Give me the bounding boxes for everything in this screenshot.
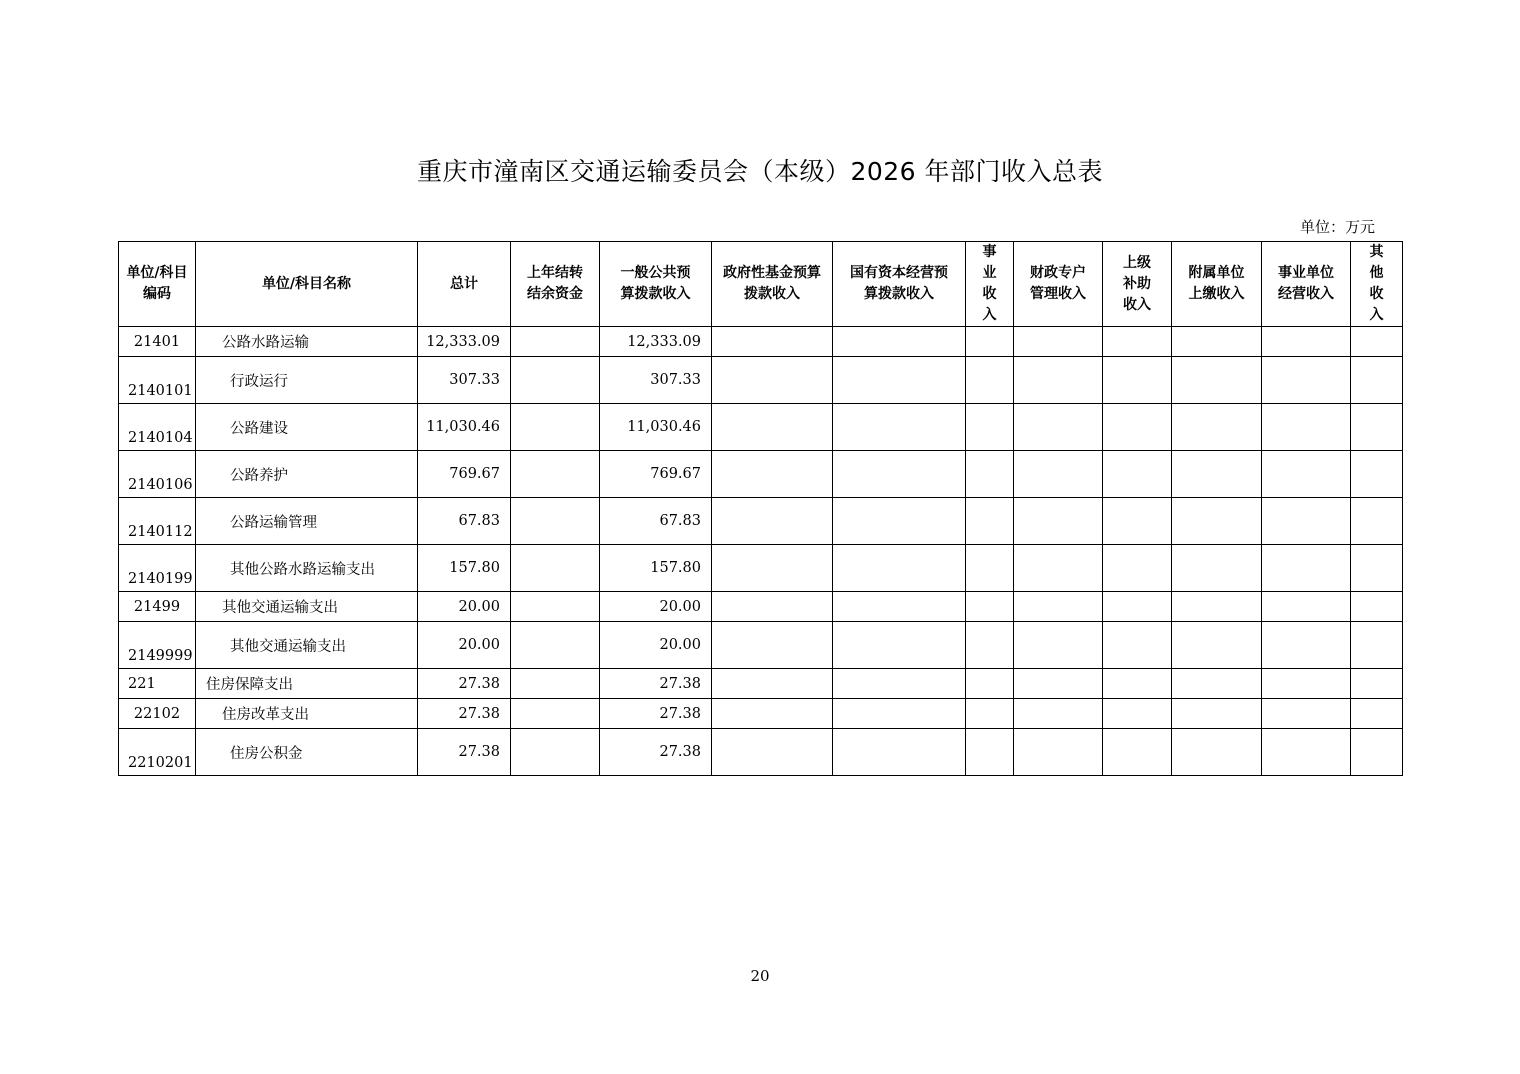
cell-superior-subsidy (1103, 357, 1172, 404)
cell-state-capital (833, 498, 966, 545)
cell-name: 住房改革支出 (196, 699, 418, 729)
cell-general-budget: 27.38 (600, 669, 712, 699)
cell-state-capital (833, 357, 966, 404)
table-row (119, 592, 1403, 622)
cell-total: 307.33 (418, 357, 511, 404)
cell-gov-fund (712, 357, 833, 404)
cell-gov-fund (712, 622, 833, 669)
cell-total: 27.38 (418, 729, 511, 776)
cell-business-income (966, 357, 1014, 404)
cell-business-income (966, 451, 1014, 498)
cell-affiliate-payment (1172, 327, 1262, 357)
cell-code: 21499 (119, 592, 196, 622)
cell-state-capital (833, 622, 966, 669)
cell-business-income (966, 669, 1014, 699)
cell-general-budget: 67.83 (600, 498, 712, 545)
cell-business-income (966, 498, 1014, 545)
cell-gov-fund (712, 592, 833, 622)
cell-code: 2140112 (119, 498, 196, 545)
cell-code: 2149999 (119, 622, 196, 669)
table-row (119, 699, 1403, 729)
cell-carryover (511, 357, 600, 404)
table-row (119, 327, 1403, 357)
cell-general-budget: 27.38 (600, 729, 712, 776)
cell-general-budget: 27.38 (600, 699, 712, 729)
cell-affiliate-payment (1172, 669, 1262, 699)
cell-affiliate-payment (1172, 622, 1262, 669)
cell-carryover (511, 729, 600, 776)
cell-code: 2140101 (119, 357, 196, 404)
header-name: 单位/科目名称 (196, 242, 418, 327)
cell-carryover (511, 592, 600, 622)
cell-business-operation (1262, 622, 1351, 669)
cell-superior-subsidy (1103, 545, 1172, 592)
cell-total: 769.67 (418, 451, 511, 498)
cell-special-fiscal (1014, 729, 1103, 776)
header-gov-fund: 政府性基金预算拨款收入 (712, 242, 833, 327)
table-row (119, 545, 1403, 592)
cell-special-fiscal (1014, 327, 1103, 357)
cell-business-income (966, 699, 1014, 729)
cell-total: 157.80 (418, 545, 511, 592)
cell-name: 其他公路水路运输支出 (196, 545, 418, 592)
cell-gov-fund (712, 498, 833, 545)
cell-business-operation (1262, 404, 1351, 451)
table-row (119, 622, 1403, 669)
cell-state-capital (833, 669, 966, 699)
cell-business-income (966, 622, 1014, 669)
header-carryover: 上年结转结余资金 (511, 242, 600, 327)
cell-carryover (511, 327, 600, 357)
cell-affiliate-payment (1172, 451, 1262, 498)
cell-general-budget: 12,333.09 (600, 327, 712, 357)
cell-name: 其他交通运输支出 (196, 622, 418, 669)
cell-code: 22102 (119, 699, 196, 729)
cell-general-budget: 20.00 (600, 592, 712, 622)
header-affiliate-payment: 附属单位上缴收入 (1172, 242, 1262, 327)
cell-carryover (511, 545, 600, 592)
cell-code: 2140104 (119, 404, 196, 451)
cell-superior-subsidy (1103, 592, 1172, 622)
cell-gov-fund (712, 669, 833, 699)
cell-special-fiscal (1014, 592, 1103, 622)
cell-name: 住房公积金 (196, 729, 418, 776)
cell-general-budget: 20.00 (600, 622, 712, 669)
cell-affiliate-payment (1172, 498, 1262, 545)
cell-other-income (1351, 451, 1403, 498)
cell-special-fiscal (1014, 451, 1103, 498)
cell-other-income (1351, 357, 1403, 404)
table-row (119, 404, 1403, 451)
cell-business-income (966, 404, 1014, 451)
table-row (119, 498, 1403, 545)
cell-special-fiscal (1014, 498, 1103, 545)
cell-superior-subsidy (1103, 729, 1172, 776)
cell-business-operation (1262, 327, 1351, 357)
cell-superior-subsidy (1103, 498, 1172, 545)
cell-business-operation (1262, 357, 1351, 404)
cell-other-income (1351, 729, 1403, 776)
cell-affiliate-payment (1172, 729, 1262, 776)
cell-code: 221 (119, 669, 196, 699)
cell-business-operation (1262, 592, 1351, 622)
cell-affiliate-payment (1172, 404, 1262, 451)
table-row (119, 357, 1403, 404)
cell-business-operation (1262, 669, 1351, 699)
cell-business-income (966, 327, 1014, 357)
cell-general-budget: 769.67 (600, 451, 712, 498)
cell-other-income (1351, 699, 1403, 729)
page-title: 重庆市潼南区交通运输委员会（本级）2026 年部门收入总表 (416, 157, 1104, 186)
cell-code: 21401 (119, 327, 196, 357)
cell-business-income (966, 545, 1014, 592)
header-superior-subsidy: 上级补助收入 (1103, 242, 1172, 327)
cell-special-fiscal (1014, 699, 1103, 729)
table-row (119, 451, 1403, 498)
cell-gov-fund (712, 327, 833, 357)
header-business-income (966, 242, 1014, 327)
cell-superior-subsidy (1103, 451, 1172, 498)
table-header-row (119, 242, 1403, 327)
header-code: 单位/科目编码 (119, 242, 196, 327)
income-summary-table (118, 241, 1403, 776)
cell-total: 27.38 (418, 699, 511, 729)
cell-business-income (966, 592, 1014, 622)
cell-gov-fund (712, 404, 833, 451)
cell-other-income (1351, 327, 1403, 357)
cell-special-fiscal (1014, 545, 1103, 592)
cell-state-capital (833, 729, 966, 776)
cell-affiliate-payment (1172, 592, 1262, 622)
cell-affiliate-payment (1172, 545, 1262, 592)
header-business-operation: 事业单位经营收入 (1262, 242, 1351, 327)
table-row (119, 729, 1403, 776)
cell-name: 住房保障支出 (196, 669, 418, 699)
cell-code: 2210201 (119, 729, 196, 776)
cell-code: 2140106 (119, 451, 196, 498)
page-number: 20 (750, 967, 770, 985)
cell-special-fiscal (1014, 622, 1103, 669)
cell-state-capital (833, 451, 966, 498)
cell-total: 20.00 (418, 592, 511, 622)
cell-other-income (1351, 498, 1403, 545)
cell-other-income (1351, 545, 1403, 592)
cell-name: 公路养护 (196, 451, 418, 498)
cell-business-operation (1262, 545, 1351, 592)
unit-label: 单位：万元 (1300, 218, 1376, 236)
table-body (119, 327, 1403, 776)
cell-state-capital (833, 699, 966, 729)
header-general-budget: 一般公共预算拨款收入 (600, 242, 712, 327)
cell-business-operation (1262, 729, 1351, 776)
cell-carryover (511, 404, 600, 451)
cell-carryover (511, 669, 600, 699)
cell-special-fiscal (1014, 404, 1103, 451)
cell-name: 公路水路运输 (196, 327, 418, 357)
header-business-income-label: 事业收入 (982, 244, 997, 323)
cell-special-fiscal (1014, 669, 1103, 699)
cell-total: 11,030.46 (418, 404, 511, 451)
cell-business-operation (1262, 451, 1351, 498)
cell-carryover (511, 498, 600, 545)
cell-superior-subsidy (1103, 669, 1172, 699)
cell-total: 12,333.09 (418, 327, 511, 357)
cell-name: 行政运行 (196, 357, 418, 404)
cell-business-operation (1262, 699, 1351, 729)
cell-general-budget: 11,030.46 (600, 404, 712, 451)
cell-carryover (511, 451, 600, 498)
cell-business-income (966, 729, 1014, 776)
cell-name: 其他交通运输支出 (196, 592, 418, 622)
cell-superior-subsidy (1103, 327, 1172, 357)
cell-code: 2140199 (119, 545, 196, 592)
cell-gov-fund (712, 699, 833, 729)
table-row (119, 669, 1403, 699)
cell-general-budget: 157.80 (600, 545, 712, 592)
cell-total: 20.00 (418, 622, 511, 669)
cell-affiliate-payment (1172, 357, 1262, 404)
cell-name: 公路建设 (196, 404, 418, 451)
cell-gov-fund (712, 451, 833, 498)
header-state-capital: 国有资本经营预算拨款收入 (833, 242, 966, 327)
cell-business-operation (1262, 498, 1351, 545)
cell-carryover (511, 699, 600, 729)
header-other-income-label: 其他收入 (1369, 244, 1384, 323)
header-special-fiscal: 财政专户管理收入 (1014, 242, 1103, 327)
cell-total: 27.38 (418, 669, 511, 699)
header-total: 总计 (418, 242, 511, 327)
cell-other-income (1351, 669, 1403, 699)
cell-other-income (1351, 622, 1403, 669)
cell-other-income (1351, 592, 1403, 622)
cell-superior-subsidy (1103, 622, 1172, 669)
cell-superior-subsidy (1103, 404, 1172, 451)
cell-name: 公路运输管理 (196, 498, 418, 545)
cell-affiliate-payment (1172, 699, 1262, 729)
cell-superior-subsidy (1103, 699, 1172, 729)
cell-gov-fund (712, 729, 833, 776)
cell-state-capital (833, 404, 966, 451)
cell-total: 67.83 (418, 498, 511, 545)
cell-gov-fund (712, 545, 833, 592)
cell-general-budget: 307.33 (600, 357, 712, 404)
cell-state-capital (833, 327, 966, 357)
cell-state-capital (833, 592, 966, 622)
cell-state-capital (833, 545, 966, 592)
cell-special-fiscal (1014, 357, 1103, 404)
cell-carryover (511, 622, 600, 669)
cell-other-income (1351, 404, 1403, 451)
header-other-income (1351, 242, 1403, 327)
